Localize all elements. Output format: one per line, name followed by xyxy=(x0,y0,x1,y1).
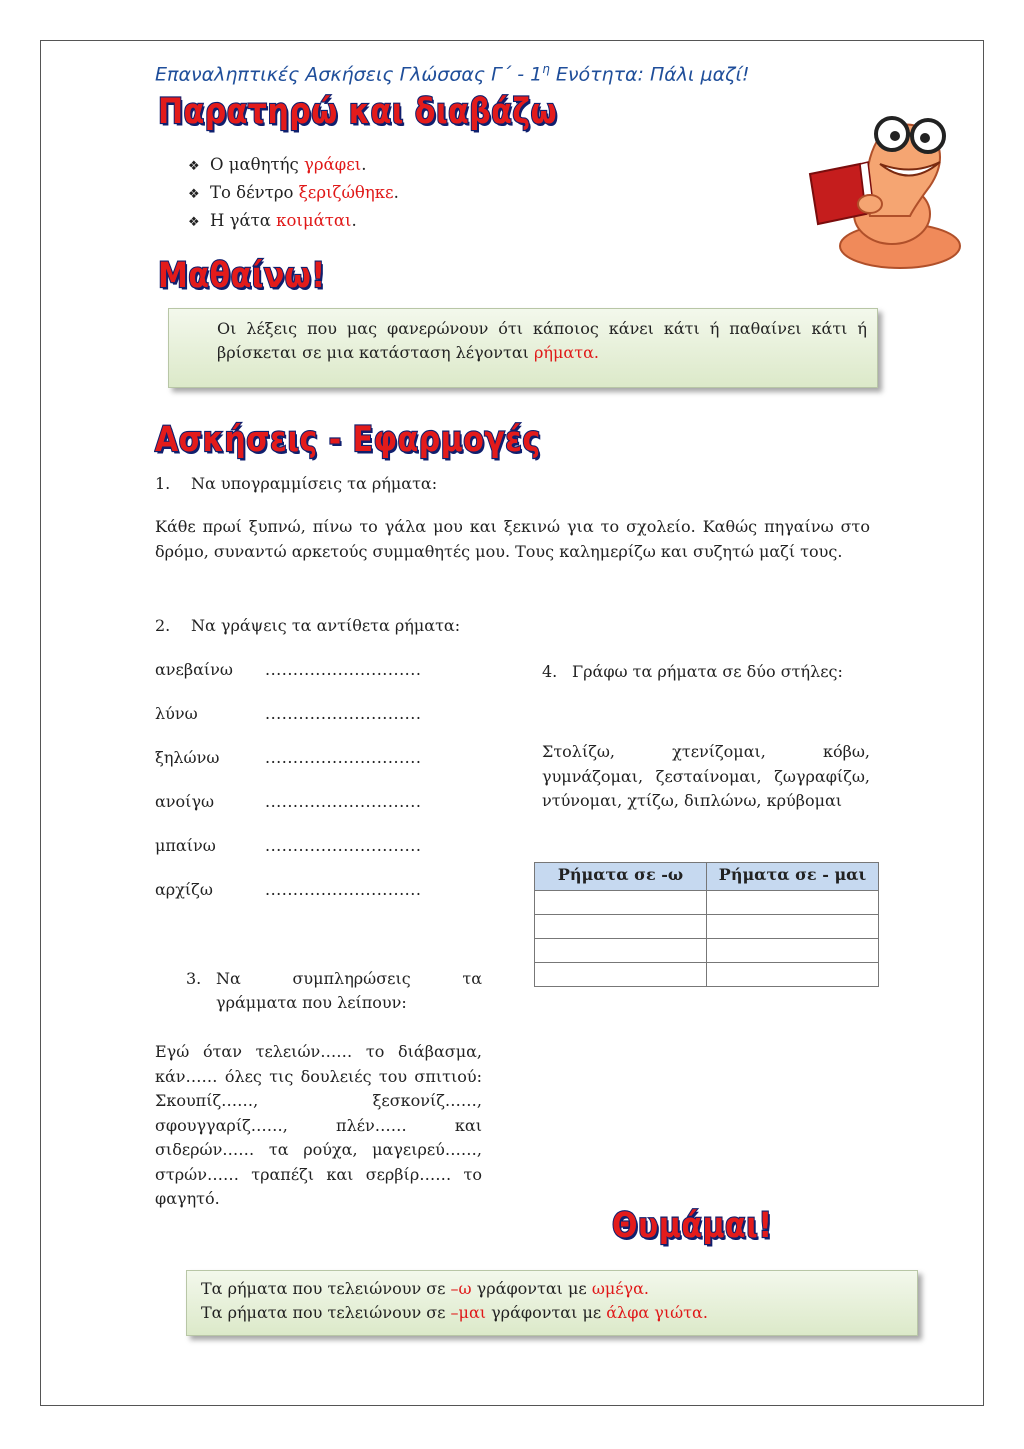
table-cell[interactable] xyxy=(535,963,707,987)
exercise-3-title: 3. Να συμπληρώσεις τα γράμματα που λείπουν: xyxy=(186,969,482,1012)
diamond-bullet-icon: ❖ xyxy=(188,215,200,230)
table-cell[interactable] xyxy=(707,915,879,939)
diamond-bullet-icon: ❖ xyxy=(188,159,200,174)
list-item: ❖ Ο μαθητής γράφει. xyxy=(188,152,399,180)
table-cell[interactable] xyxy=(535,939,707,963)
table-row xyxy=(535,939,879,963)
definition-highlight: ρήματα. xyxy=(534,343,599,362)
table-cell[interactable] xyxy=(707,963,879,987)
antonym-row: ανοίγω ............................ xyxy=(155,792,422,811)
table-row xyxy=(535,963,879,987)
list-item: ❖ Το δέντρο ξεριζώθηκε. xyxy=(188,180,399,208)
list-item: ❖ Η γάτα κοιμάται. xyxy=(188,208,399,236)
antonym-row: ανεβαίνω ............................ xyxy=(155,660,422,679)
table-cell[interactable] xyxy=(535,891,707,915)
table-cell[interactable] xyxy=(535,915,707,939)
exercise-1-title: 1. Να υπογραμμίσεις τα ρήματα: xyxy=(155,474,438,493)
diamond-bullet-icon: ❖ xyxy=(188,187,200,202)
rule-box xyxy=(186,1270,918,1336)
exercise-2-title: 2. Να γράψεις τα αντίθετα ρήματα: xyxy=(155,616,461,635)
table-cell[interactable] xyxy=(707,891,879,915)
definition-box xyxy=(168,308,878,388)
example-list xyxy=(188,152,399,236)
definition-text: Οι λέξεις που μας φανερώνουν ότι κάποιος κάνει κάτι ή παθαίνει κάτι ή βρίσκεται σε μια κατάσταση λέγονται xyxy=(217,319,867,362)
bookworm-illustration xyxy=(800,96,970,276)
rule-line: Τα ρήματα που τελειώνουν σε –ω γράφονται με ωμέγα. xyxy=(201,1279,649,1298)
verb-table xyxy=(534,862,879,987)
exercise-4-words: Στολίζω, χτενίζομαι, κόβω, γυμνάζομαι, ζεσταίνομαι, ζωγραφίζω, ντύνομαι, χτίζω, διπλώνω, κρύβομαι xyxy=(542,742,870,810)
antonym-row: αρχίζω ............................ xyxy=(155,880,422,899)
table-row xyxy=(535,915,879,939)
heading-observe: Παρατηρώ και διαβάζω xyxy=(158,92,558,133)
table-row xyxy=(535,891,879,915)
rule-line: Τα ρήματα που τελειώνουν σε –μαι γράφονται με άλφα γιώτα. xyxy=(201,1303,708,1322)
heading-exercises: Ασκήσεις - Εφαρμογές xyxy=(155,420,541,461)
exercise-4-title: 4. Γράφω τα ρήματα σε δύο στήλες: xyxy=(542,662,843,681)
antonym-row: μπαίνω ............................ xyxy=(155,836,422,855)
table-header: Ρήματα σε -ω xyxy=(535,863,707,891)
antonym-row: λύνω ............................ xyxy=(155,704,422,723)
exercise-3-text: Εγώ όταν τελειών…… το διάβασμα, κάν…… όλες τις δουλειές του σπιτιού: Σκουπίζ……, ξεσκονίζ……, σφουγγαρίζ……, πλέν…… και σιδερών…… τα ρούχα, μαγειρεύ……, στρών…… τραπέζι και σερβίρ…… το φαγητό. xyxy=(155,1042,482,1208)
exercise-1-text: Κάθε πρωί ξυπνώ, πίνω το γάλα μου και ξεκινώ για το σχολείο. Καθώς πηγαίνω στο δρόμο, συναντώ αρκετούς συμμαθητές μου. Τους καλημερίζω και συζητώ μαζί τους. xyxy=(155,517,870,561)
heading-learn: Μαθαίνω! xyxy=(158,256,326,297)
table-cell[interactable] xyxy=(707,939,879,963)
antonym-row: ξηλώνω ............................ xyxy=(155,748,422,767)
table-header: Ρήματα σε - μαι xyxy=(707,863,879,891)
page-header: Επαναληπτικές Ασκήσεις Γλώσσας $\Gamma΄ - 1^\eta$ Ενότητα: Πάλι μαζί! xyxy=(155,62,750,86)
heading-remember: Θυμάμαι! xyxy=(612,1206,773,1247)
